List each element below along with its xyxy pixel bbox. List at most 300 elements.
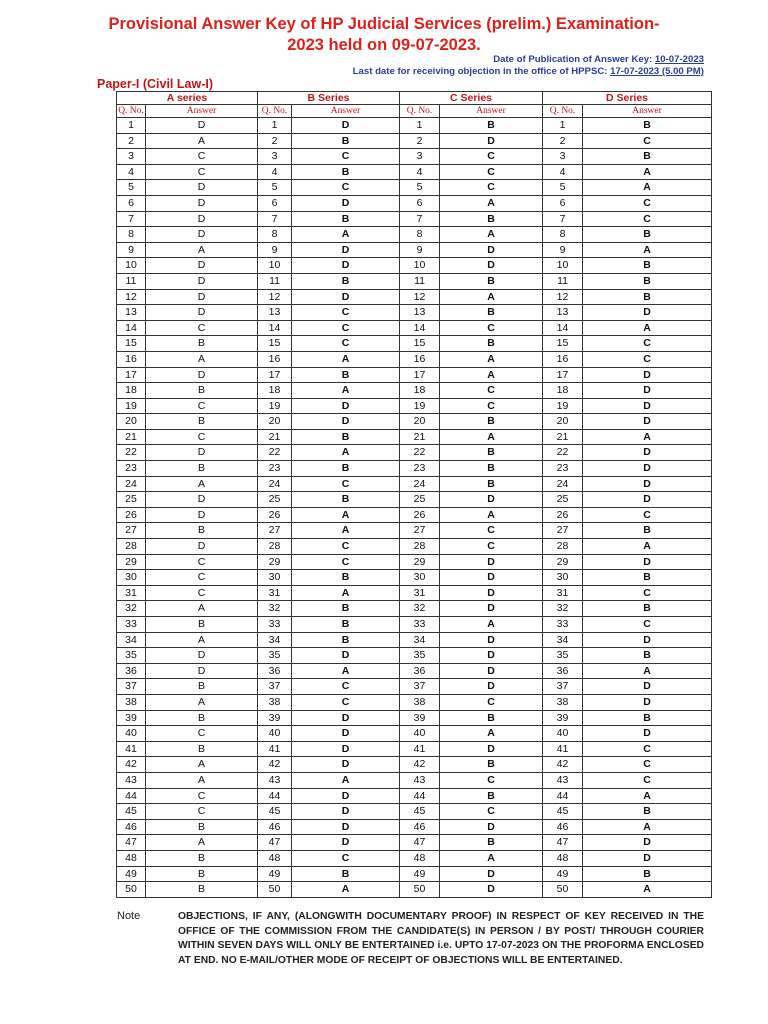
c-answer-cell: D [440, 648, 543, 664]
d-qno-cell: 44 [543, 788, 583, 804]
b-qno-cell: 48 [258, 850, 292, 866]
d-series-header: D Series [543, 92, 712, 105]
c-qno-cell: 17 [400, 367, 440, 383]
b-qno-cell: 32 [258, 601, 292, 617]
b-qno-cell: 40 [258, 726, 292, 742]
a-answer-cell: A [146, 133, 258, 149]
d-qno-cell: 33 [543, 617, 583, 633]
b-qno-cell: 46 [258, 819, 292, 835]
d-answer-cell: D [583, 398, 712, 414]
d-qno-cell: 12 [543, 289, 583, 305]
b-qno-cell: 33 [258, 617, 292, 633]
a-qno-cell: 2 [117, 133, 146, 149]
b-answer-cell: B [292, 133, 400, 149]
c-answer-cell: B [440, 461, 543, 477]
table-row [117, 429, 712, 445]
b-qno-cell: 23 [258, 461, 292, 477]
d-qno-header: Q. No. [543, 105, 583, 118]
table-row [117, 710, 712, 726]
c-answer-header: Answer [440, 105, 543, 118]
b-qno-cell: 50 [258, 882, 292, 898]
table-row [117, 601, 712, 617]
c-qno-cell: 27 [400, 523, 440, 539]
b-qno-cell: 18 [258, 383, 292, 399]
a-qno-cell: 16 [117, 351, 146, 367]
a-qno-cell: 49 [117, 866, 146, 882]
a-qno-cell: 46 [117, 819, 146, 835]
d-qno-cell: 21 [543, 429, 583, 445]
table-row [117, 133, 712, 149]
d-answer-cell: C [583, 336, 712, 352]
a-qno-cell: 37 [117, 679, 146, 695]
b-answer-cell: C [292, 554, 400, 570]
c-qno-cell: 13 [400, 305, 440, 321]
d-answer-cell: C [583, 195, 712, 211]
c-answer-cell: C [440, 383, 543, 399]
c-answer-cell: A [440, 195, 543, 211]
a-answer-cell: D [146, 492, 258, 508]
d-answer-cell: D [583, 445, 712, 461]
a-answer-cell: C [146, 149, 258, 165]
b-qno-cell: 11 [258, 273, 292, 289]
b-qno-cell: 2 [258, 133, 292, 149]
c-qno-cell: 3 [400, 149, 440, 165]
a-answer-cell: D [146, 648, 258, 664]
d-qno-cell: 36 [543, 663, 583, 679]
a-qno-cell: 39 [117, 710, 146, 726]
c-qno-cell: 34 [400, 632, 440, 648]
table-row [117, 211, 712, 227]
a-answer-cell: B [146, 383, 258, 399]
b-answer-cell: B [292, 617, 400, 633]
b-qno-cell: 17 [258, 367, 292, 383]
c-answer-cell: B [440, 476, 543, 492]
a-answer-cell: B [146, 819, 258, 835]
b-qno-cell: 21 [258, 429, 292, 445]
d-answer-cell: B [583, 601, 712, 617]
table-row [117, 336, 712, 352]
table-row [117, 663, 712, 679]
a-qno-cell: 41 [117, 741, 146, 757]
b-qno-cell: 39 [258, 710, 292, 726]
d-answer-cell: C [583, 351, 712, 367]
a-qno-cell: 35 [117, 648, 146, 664]
a-answer-cell: C [146, 788, 258, 804]
b-qno-cell: 37 [258, 679, 292, 695]
c-qno-cell: 8 [400, 227, 440, 243]
b-answer-cell: D [292, 835, 400, 851]
b-qno-cell: 13 [258, 305, 292, 321]
b-answer-cell: D [292, 242, 400, 258]
d-answer-cell: B [583, 258, 712, 274]
a-qno-header: Q. No. [118, 106, 144, 116]
note-text: OBJECTIONS, IF ANY, (ALONGWITH DOCUMENTARY PROOF) IN RESPECT OF KEY RECEIVED IN THE OFFICE OF THE COMMISSION FROM THE CANDIDATE(S) IN PERSON / BY POST/ THROUGH COURIER WITHIN SEVEN DAYS WILL ONLY BE ENTERTAINED i.e. UPTO 17-07-2023 ON THE PROFORMA ENCLOSED AT END. NO E-MAIL/OTHER MODE OF RECEIPT OF OBJECTIONS WILL BE ENTERTAINED. [178, 911, 704, 966]
a-qno-cell: 8 [117, 227, 146, 243]
a-answer-cell: D [146, 195, 258, 211]
c-answer-cell: B [440, 336, 543, 352]
d-qno-cell: 45 [543, 804, 583, 820]
a-answer-cell: D [146, 305, 258, 321]
d-answer-cell: C [583, 133, 712, 149]
c-qno-cell: 10 [400, 258, 440, 274]
a-qno-cell: 7 [117, 211, 146, 227]
c-qno-cell: 48 [400, 850, 440, 866]
answer-key-body [117, 118, 712, 898]
b-qno-cell: 41 [258, 741, 292, 757]
d-answer-cell: D [583, 492, 712, 508]
table-row [117, 476, 712, 492]
c-answer-cell: A [440, 850, 543, 866]
b-answer-cell: B [292, 429, 400, 445]
b-qno-cell: 9 [258, 242, 292, 258]
b-answer-cell: D [292, 710, 400, 726]
d-qno-cell: 38 [543, 694, 583, 710]
c-series-header: C Series [400, 92, 543, 105]
a-qno-cell: 18 [117, 383, 146, 399]
page-title-line1: Provisional Answer Key of HP Judicial Services (prelim.) Examination- [108, 15, 660, 33]
c-answer-cell: B [440, 211, 543, 227]
c-answer-cell: C [440, 164, 543, 180]
c-qno-cell: 50 [400, 882, 440, 898]
c-qno-cell: 12 [400, 289, 440, 305]
d-qno-cell: 29 [543, 554, 583, 570]
last-date-line [353, 66, 704, 78]
c-qno-cell: 9 [400, 242, 440, 258]
b-answer-cell: A [292, 383, 400, 399]
c-answer-cell: C [440, 320, 543, 336]
c-qno-cell: 37 [400, 679, 440, 695]
d-answer-cell: A [583, 164, 712, 180]
d-answer-cell: D [583, 461, 712, 477]
table-row [117, 289, 712, 305]
a-answer-cell: B [146, 523, 258, 539]
c-qno-cell: 35 [400, 648, 440, 664]
c-answer-cell: D [440, 866, 543, 882]
d-qno-cell: 27 [543, 523, 583, 539]
d-qno-cell: 19 [543, 398, 583, 414]
table-row [117, 445, 712, 461]
d-qno-cell: 25 [543, 492, 583, 508]
b-answer-cell: A [292, 663, 400, 679]
b-answer-cell: A [292, 772, 400, 788]
d-answer-cell: D [583, 476, 712, 492]
d-answer-cell: A [583, 788, 712, 804]
b-qno-cell: 22 [258, 445, 292, 461]
b-qno-cell: 19 [258, 398, 292, 414]
b-answer-cell: B [292, 866, 400, 882]
c-qno-cell: 32 [400, 601, 440, 617]
d-qno-cell: 9 [543, 242, 583, 258]
a-qno-cell: 19 [117, 398, 146, 414]
d-answer-cell: A [583, 242, 712, 258]
b-answer-cell: C [292, 180, 400, 196]
d-qno-cell: 46 [543, 819, 583, 835]
c-answer-cell: D [440, 570, 543, 586]
table-row [117, 694, 712, 710]
d-qno-cell: 41 [543, 741, 583, 757]
d-answer-cell: C [583, 741, 712, 757]
a-answer-cell: D [146, 663, 258, 679]
c-answer-cell: C [440, 523, 543, 539]
b-series-header: B Series [258, 92, 400, 105]
b-qno-cell: 36 [258, 663, 292, 679]
d-answer-cell: B [583, 710, 712, 726]
a-answer-cell: D [146, 507, 258, 523]
a-answer-cell: D [146, 539, 258, 555]
table-row [117, 320, 712, 336]
b-qno-cell: 5 [258, 180, 292, 196]
d-qno-cell: 35 [543, 648, 583, 664]
b-answer-cell: D [292, 788, 400, 804]
b-qno-header: Q. No. [258, 105, 292, 118]
table-row [117, 351, 712, 367]
table-row [117, 383, 712, 399]
b-answer-cell: D [292, 819, 400, 835]
d-qno-cell: 8 [543, 227, 583, 243]
c-qno-cell: 18 [400, 383, 440, 399]
c-answer-cell: D [440, 663, 543, 679]
d-answer-cell: D [583, 835, 712, 851]
d-answer-cell: C [583, 772, 712, 788]
c-qno-cell: 5 [400, 180, 440, 196]
c-qno-header: Q. No. [400, 105, 440, 118]
a-qno-cell: 21 [117, 429, 146, 445]
c-qno-cell: 38 [400, 694, 440, 710]
b-answer-cell: C [292, 679, 400, 695]
b-qno-cell: 25 [258, 492, 292, 508]
d-qno-cell: 48 [543, 850, 583, 866]
d-qno-cell: 31 [543, 585, 583, 601]
b-answer-cell: D [292, 741, 400, 757]
a-qno-cell: 47 [117, 835, 146, 851]
table-row [117, 242, 712, 258]
d-answer-cell: D [583, 632, 712, 648]
c-answer-cell: B [440, 118, 543, 134]
c-qno-cell: 25 [400, 492, 440, 508]
c-qno-cell: 28 [400, 539, 440, 555]
d-answer-cell: C [583, 507, 712, 523]
d-qno-cell: 4 [543, 164, 583, 180]
a-qno-cell: 23 [117, 461, 146, 477]
b-answer-cell: B [292, 164, 400, 180]
a-answer-cell: D [146, 289, 258, 305]
d-answer-cell: D [583, 383, 712, 399]
d-qno-cell: 49 [543, 866, 583, 882]
c-answer-cell: A [440, 351, 543, 367]
c-answer-cell: A [440, 726, 543, 742]
b-answer-cell: C [292, 539, 400, 555]
a-qno-cell: 14 [117, 320, 146, 336]
table-row [117, 507, 712, 523]
table-row [117, 258, 712, 274]
a-qno-cell: 48 [117, 850, 146, 866]
d-qno-cell: 24 [543, 476, 583, 492]
b-qno-cell: 45 [258, 804, 292, 820]
a-answer-cell: D [146, 227, 258, 243]
b-answer-cell: C [292, 320, 400, 336]
d-answer-cell: D [583, 554, 712, 570]
b-qno-cell: 1 [258, 118, 292, 134]
c-qno-cell: 47 [400, 835, 440, 851]
b-qno-cell: 42 [258, 757, 292, 773]
a-qno-cell: 9 [117, 242, 146, 258]
c-answer-cell: B [440, 414, 543, 430]
a-answer-cell: D [146, 445, 258, 461]
a-qno-cell: 17 [117, 367, 146, 383]
table-row [117, 850, 712, 866]
table-row [117, 648, 712, 664]
b-qno-cell: 7 [258, 211, 292, 227]
d-qno-cell: 3 [543, 149, 583, 165]
table-row [117, 539, 712, 555]
table-row [117, 617, 712, 633]
c-answer-cell: D [440, 258, 543, 274]
a-answer-cell: C [146, 398, 258, 414]
b-qno-cell: 6 [258, 195, 292, 211]
a-qno-cell: 6 [117, 195, 146, 211]
last-date-value: 17-07-2023 (5.00 PM) [610, 66, 704, 77]
a-answer-cell: C [146, 429, 258, 445]
a-qno-cell: 44 [117, 788, 146, 804]
c-qno-cell: 6 [400, 195, 440, 211]
a-qno-cell: 25 [117, 492, 146, 508]
table-row [117, 227, 712, 243]
c-qno-cell: 24 [400, 476, 440, 492]
a-answer-cell: D [146, 180, 258, 196]
d-answer-cell: A [583, 539, 712, 555]
a-qno-cell: 12 [117, 289, 146, 305]
note-label: Note [117, 910, 141, 922]
b-qno-cell: 49 [258, 866, 292, 882]
c-qno-cell: 21 [400, 429, 440, 445]
table-row [117, 632, 712, 648]
d-answer-cell: D [583, 726, 712, 742]
c-answer-cell: C [440, 694, 543, 710]
c-qno-cell: 4 [400, 164, 440, 180]
b-answer-cell: A [292, 445, 400, 461]
c-qno-cell: 2 [400, 133, 440, 149]
b-answer-cell: A [292, 507, 400, 523]
d-qno-cell: 13 [543, 305, 583, 321]
a-answer-cell: C [146, 726, 258, 742]
table-row [117, 788, 712, 804]
a-qno-cell: 4 [117, 164, 146, 180]
a-answer-cell: B [146, 617, 258, 633]
table-row [117, 570, 712, 586]
last-date-label: Last date for receiving objection in the office of HPPSC: [352, 66, 611, 77]
b-answer-cell: D [292, 118, 400, 134]
d-answer-cell: B [583, 866, 712, 882]
a-qno-cell: 29 [117, 554, 146, 570]
a-qno-cell: 50 [117, 882, 146, 898]
c-qno-cell: 16 [400, 351, 440, 367]
b-answer-cell: D [292, 398, 400, 414]
c-answer-cell: A [440, 289, 543, 305]
d-qno-cell: 14 [543, 320, 583, 336]
a-qno-cell: 33 [117, 617, 146, 633]
b-answer-cell: D [292, 804, 400, 820]
d-answer-cell: D [583, 414, 712, 430]
c-answer-cell: A [440, 507, 543, 523]
c-answer-cell: C [440, 180, 543, 196]
d-qno-cell: 37 [543, 679, 583, 695]
c-answer-cell: D [440, 585, 543, 601]
a-answer-cell: B [146, 710, 258, 726]
b-answer-cell: D [292, 258, 400, 274]
c-answer-cell: D [440, 133, 543, 149]
a-answer-cell: B [146, 461, 258, 477]
d-answer-cell: D [583, 850, 712, 866]
b-qno-cell: 14 [258, 320, 292, 336]
table-row [117, 149, 712, 165]
c-answer-cell: A [440, 617, 543, 633]
c-answer-cell: C [440, 149, 543, 165]
a-answer-header: Answer [146, 105, 258, 118]
d-qno-cell: 5 [543, 180, 583, 196]
a-answer-cell: D [146, 118, 258, 134]
a-answer-cell: A [146, 242, 258, 258]
c-answer-cell: D [440, 819, 543, 835]
d-answer-cell: B [583, 523, 712, 539]
c-answer-cell: A [440, 367, 543, 383]
c-answer-cell: C [440, 398, 543, 414]
b-qno-cell: 15 [258, 336, 292, 352]
a-qno-cell: 34 [117, 632, 146, 648]
b-answer-cell: D [292, 195, 400, 211]
d-qno-cell: 40 [543, 726, 583, 742]
d-qno-cell: 2 [543, 133, 583, 149]
table-row [117, 772, 712, 788]
b-qno-cell: 47 [258, 835, 292, 851]
d-answer-cell: B [583, 289, 712, 305]
c-qno-cell: 43 [400, 772, 440, 788]
b-answer-cell: B [292, 211, 400, 227]
d-answer-cell: B [583, 227, 712, 243]
c-answer-cell: D [440, 554, 543, 570]
b-answer-cell: B [292, 601, 400, 617]
table-row [117, 492, 712, 508]
c-qno-cell: 41 [400, 741, 440, 757]
d-answer-cell: A [583, 819, 712, 835]
table-row [117, 741, 712, 757]
c-answer-cell: B [440, 273, 543, 289]
a-series-header: A series [117, 92, 258, 105]
c-qno-cell: 42 [400, 757, 440, 773]
c-answer-cell: B [440, 757, 543, 773]
b-answer-cell: B [292, 570, 400, 586]
a-answer-cell: C [146, 804, 258, 820]
b-answer-cell: D [292, 757, 400, 773]
c-qno-cell: 7 [400, 211, 440, 227]
d-answer-cell: B [583, 149, 712, 165]
table-row [117, 866, 712, 882]
d-qno-cell: 34 [543, 632, 583, 648]
c-answer-cell: B [440, 835, 543, 851]
c-answer-cell: B [440, 788, 543, 804]
a-answer-cell: C [146, 320, 258, 336]
b-answer-cell: C [292, 149, 400, 165]
c-answer-cell: D [440, 492, 543, 508]
d-answer-cell: D [583, 305, 712, 321]
table-row [117, 679, 712, 695]
a-answer-cell: B [146, 679, 258, 695]
table-row [117, 461, 712, 477]
table-row [117, 164, 712, 180]
d-qno-cell: 39 [543, 710, 583, 726]
a-qno-cell: 28 [117, 539, 146, 555]
a-answer-cell: A [146, 694, 258, 710]
c-qno-cell: 36 [400, 663, 440, 679]
